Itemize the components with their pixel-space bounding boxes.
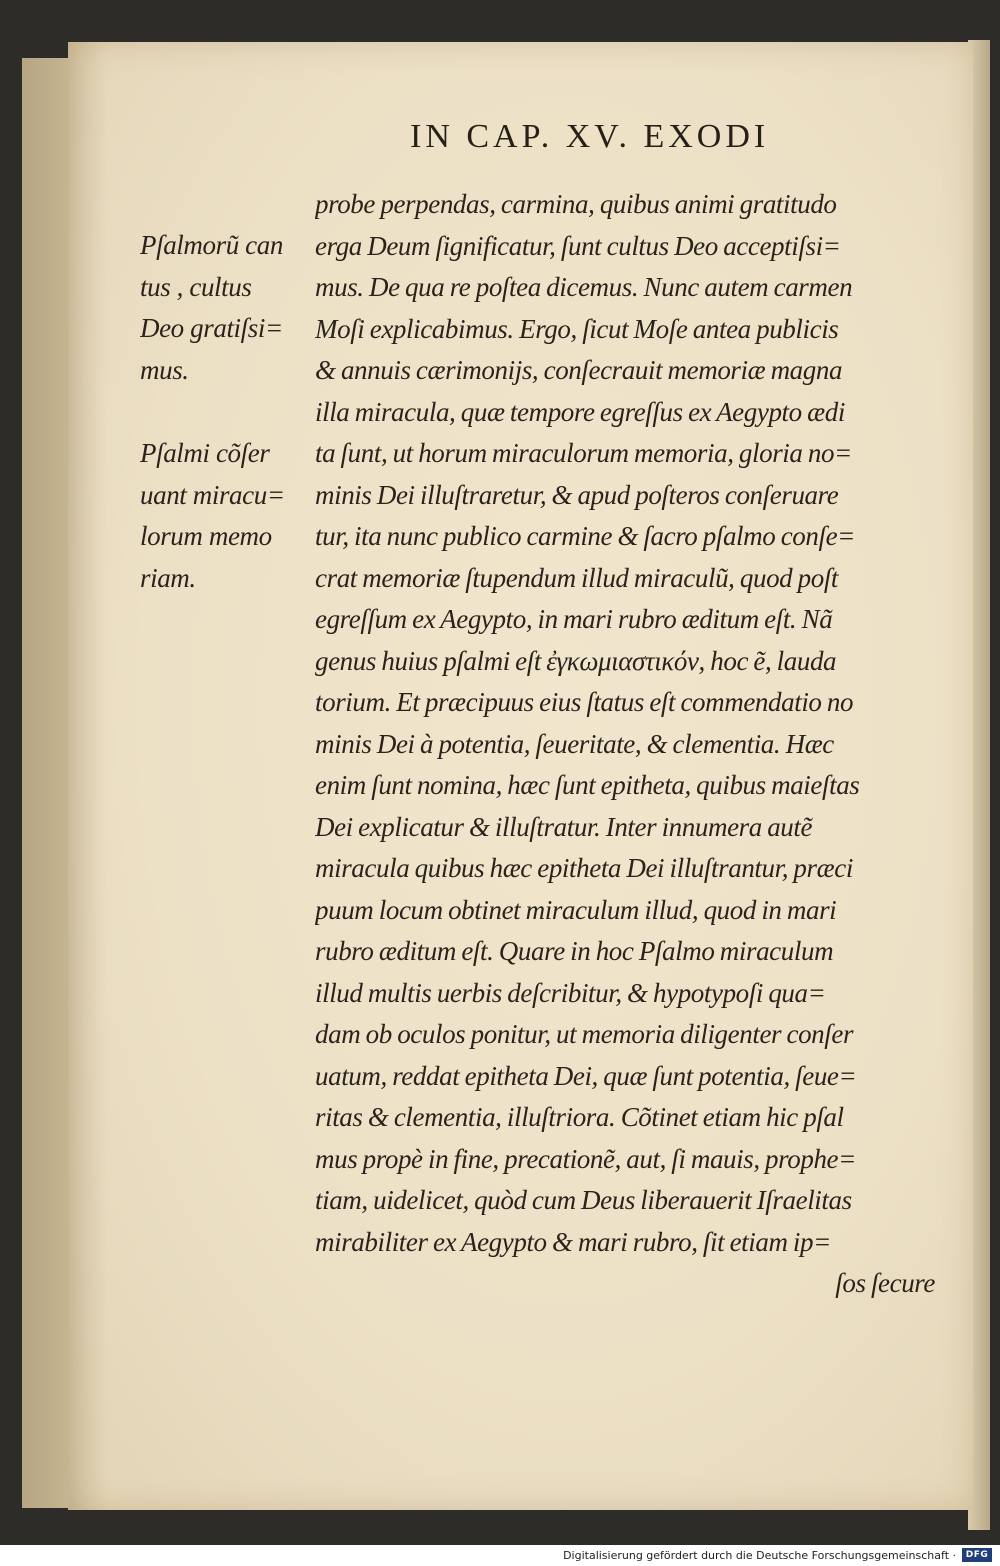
text-line: illud multis uerbis deſcribitur, & hypotypoſi qua= (315, 977, 826, 1008)
margin-note-psalms-preserve (140, 433, 315, 599)
main-text-block (315, 184, 955, 1305)
text-line: mirabiliter ex Aegypto & mari rubro, ſit etiam ip= (315, 1226, 831, 1257)
text-line: enim ſunt nomina, hæc ſunt epitheta, quibus maieſtas (315, 770, 860, 800)
page-gutter-shadow (68, 42, 108, 1510)
margin-note-line: uant miracu= (140, 479, 285, 510)
margin-note-line: Pſalmi cõſer (140, 438, 270, 468)
text-line: illa miracula, quæ tempore egreſſus ex Aegypto ædi (315, 396, 845, 427)
text-line: ta ſunt, ut horum miraculorum memoria, gloria no= (315, 438, 852, 468)
text-line: ritas & clementia, illuſtriora. Cõtinet etiam hic pſal (315, 1102, 844, 1132)
text-line: Moſi explicabimus. Ergo, ſicut Moſe antea publicis (315, 313, 839, 344)
text-line: probe perpendas, carmina, quibus animi gratitudo (315, 189, 837, 219)
text-line: egreſſum ex Aegypto, in mari rubro æditum eſt. Nã (315, 604, 833, 634)
text-line: tur, ita nunc publico carmine & ſacro pſalmo conſe= (315, 521, 855, 551)
text-line: torium. Et præcipuus eius ſtatus eſt commendatio no (315, 687, 854, 717)
text-line: miracula quibus hæc epitheta Dei illuſtrantur, præci (315, 853, 853, 883)
text-line: minis Dei à potentia, ſeueritate, & clementia. Hæc (315, 728, 834, 759)
footer-credit-text: Digitalisierung gefördert durch die Deutsche Forschungsgemeinschaft · (563, 1549, 956, 1562)
text-line: & annuis cærimonijs, conſecrauit memoriæ magna (315, 355, 843, 385)
text-line: mus propè in fine, precationẽ, aut, ſi mauis, prophe= (315, 1143, 856, 1174)
text-line: minis Dei illuſtraretur, & apud poſteros conſeruare (315, 479, 839, 510)
margin-note-line: lorum memo (140, 521, 272, 551)
text-line: dam ob oculos ponitur, ut memoria diligenter conſer (315, 1019, 854, 1049)
text-line: erga Deum ſignificatur, ſunt cultus Deo acceptiſsi= (315, 230, 841, 261)
margin-note-psalm-singing (140, 225, 315, 391)
margin-note-line: Deo gratiſsi= (140, 313, 283, 343)
text-line: Dei explicatur & illuſtratur. Inter innumera autẽ (315, 811, 813, 842)
text-line: mus. De qua re poſtea dicemus. Nunc autem carmen (315, 272, 853, 302)
text-line: genus huius pſalmi eſt ἐγκωμιαστικόν, hoc ẽ, lauda (315, 645, 837, 676)
margin-note-line: riam. (140, 562, 196, 593)
dfg-logo: DFG (962, 1548, 992, 1562)
text-line: puum locum obtinet miraculum illud, quod in mari (315, 894, 837, 925)
margin-note-line: mus. (140, 354, 189, 385)
margin-note-line: Pſalmorũ can (140, 230, 283, 260)
text-line: uatum, reddat epitheta Dei, quæ ſunt potentia, ſeue= (315, 1060, 857, 1091)
text-line: rubro æditum eſt. Quare in hoc Pſalmo miraculum (315, 936, 834, 966)
margin-note-line: tus , cultus (140, 271, 252, 302)
text-line: crat memoriæ ſtupendum illud miraculũ, quod poſt (315, 562, 839, 593)
running-header: IN CAP. XV. EXODI (410, 118, 770, 155)
catchword-line: ſos ſecure (835, 1268, 935, 1298)
text-line: tiam, uidelicet, quòd cum Deus liberauerit Iſraelitas (315, 1185, 852, 1215)
